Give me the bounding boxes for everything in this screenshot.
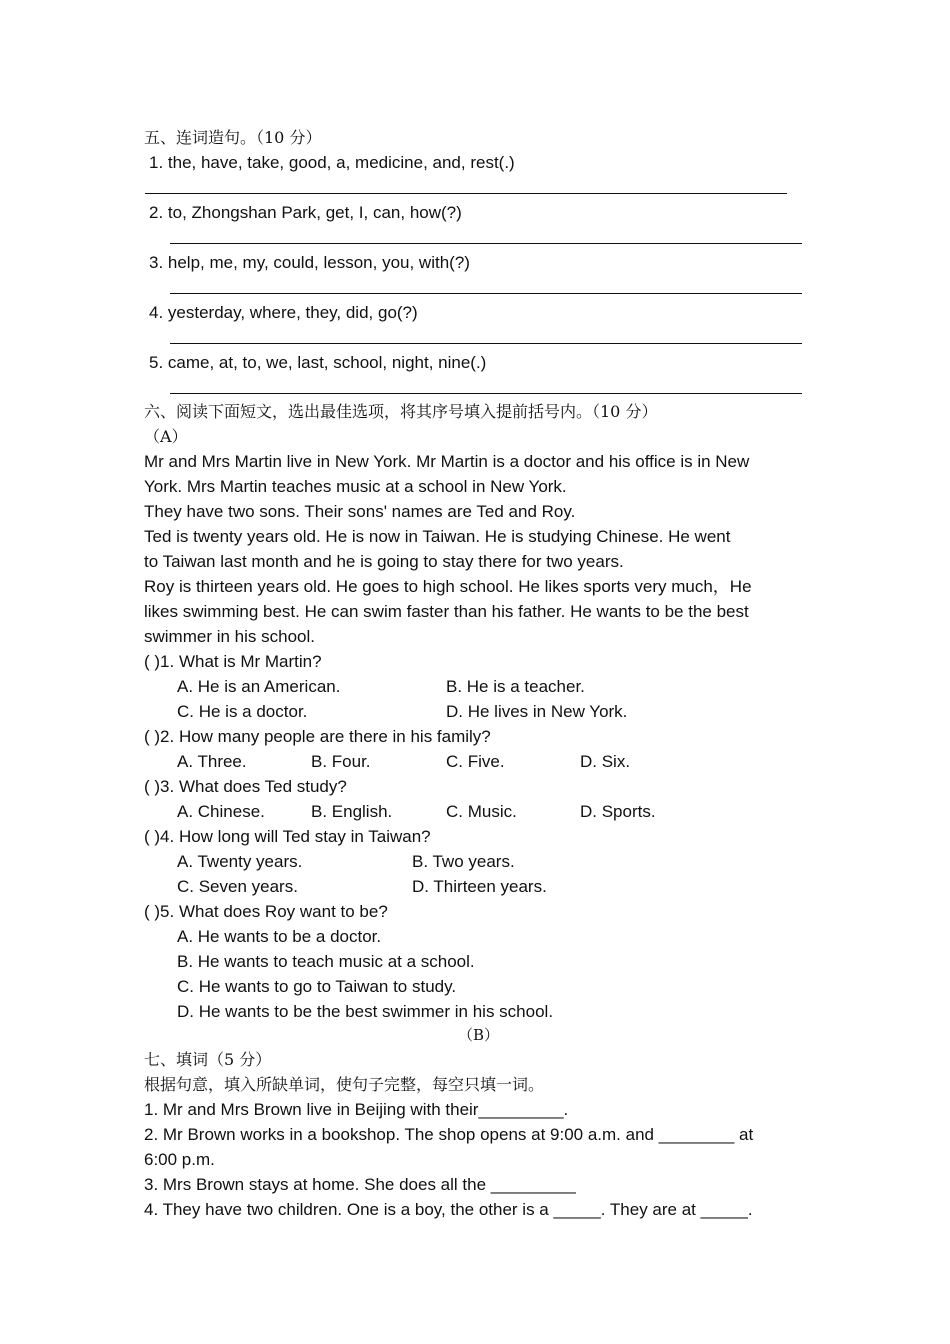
option-c[interactable]: C. Music. — [446, 802, 517, 821]
option-d[interactable]: D. He wants to be the best swimmer in his school. — [177, 1002, 554, 1021]
answer-line-4[interactable] — [170, 343, 802, 344]
option-b[interactable]: B. He is a teacher. — [446, 677, 585, 696]
option-a[interactable]: A. Three. — [177, 752, 247, 771]
passage-line: likes swimming best. He can swim faster than his father. He wants to be the best — [144, 602, 749, 621]
passage-line: to Taiwan last month and he is going to stay there for two years. — [144, 552, 624, 571]
option-a[interactable]: A. Chinese. — [177, 802, 265, 821]
option-c[interactable]: C. He is a doctor. — [177, 702, 308, 721]
fill-item-3: 3. Mrs Brown stays at home. She does all the _________ — [144, 1175, 576, 1194]
answer-line-2[interactable] — [170, 243, 802, 244]
question-2-words: 2. to, Zhongshan Park, get, I, can, how(?) — [149, 203, 462, 222]
fill-item-1: 1. Mr and Mrs Brown live in Beijing with their_________. — [144, 1100, 569, 1119]
question-5-stem: ( )5. What does Roy want to be? — [144, 902, 388, 921]
section7-instruction: 根据句意，填入所缺单词，使句子完整，每空只填一词。 — [144, 1075, 545, 1094]
section5-title: 五、连词造句。（10 分） — [144, 128, 322, 147]
option-b[interactable]: B. He wants to teach music at a school. — [177, 952, 475, 971]
option-d[interactable]: D. Sports. — [580, 802, 656, 821]
option-a[interactable]: A. He wants to be a doctor. — [177, 927, 382, 946]
fill-item-2-continued: 6:00 p.m. — [144, 1150, 215, 1169]
answer-line-3[interactable] — [170, 293, 802, 294]
option-a[interactable]: A. Twenty years. — [177, 852, 303, 871]
question-1-words: 1. the, have, take, good, a, medicine, and, rest(.) — [149, 153, 515, 172]
option-c[interactable]: C. He wants to go to Taiwan to study. — [177, 977, 457, 996]
option-c[interactable]: C. Seven years. — [177, 877, 298, 896]
option-d[interactable]: D. Six. — [580, 752, 631, 771]
passage-line: swimmer in his school. — [144, 627, 315, 646]
option-b[interactable]: B. Four. — [311, 752, 371, 771]
fill-item-4: 4. They have two children. One is a boy, the other is a _____. They are at _____. — [144, 1200, 753, 1219]
passage-line: York. Mrs Martin teaches music at a school in New York. — [144, 477, 567, 496]
question-4-words: 4. yesterday, where, they, did, go(?) — [149, 303, 418, 322]
question-3-stem: ( )3. What does Ted study? — [144, 777, 347, 796]
option-d[interactable]: D. He lives in New York. — [446, 702, 628, 721]
question-5-words: 5. came, at, to, we, last, school, night, nine(.) — [149, 353, 487, 372]
part-a-label: （A） — [144, 427, 188, 446]
answer-line-1[interactable] — [145, 193, 787, 194]
question-4-stem: ( )4. How long will Ted stay in Taiwan? — [144, 827, 431, 846]
passage-line: Ted is twenty years old. He is now in Taiwan. He is studying Chinese. He went — [144, 527, 731, 546]
passage-line: They have two sons. Their sons' names are Ted and Roy. — [144, 502, 576, 521]
question-2-stem: ( )2. How many people are there in his family? — [144, 727, 491, 746]
question-3-words: 3. help, me, my, could, lesson, you, with(?) — [149, 253, 470, 272]
option-a[interactable]: A. He is an American. — [177, 677, 341, 696]
passage-line: Mr and Mrs Martin live in New York. Mr Martin is a doctor and his office is in New — [144, 452, 750, 471]
fill-item-2: 2. Mr Brown works in a bookshop. The shop opens at 9:00 a.m. and ________ at — [144, 1125, 754, 1144]
section7-title: 七、填词（5 分） — [144, 1050, 272, 1069]
part-b-label: （B） — [458, 1026, 500, 1044]
question-1-stem: ( )1. What is Mr Martin? — [144, 652, 322, 671]
option-d[interactable]: D. Thirteen years. — [412, 877, 547, 896]
option-b[interactable]: B. Two years. — [412, 852, 515, 871]
section6-title: 六、阅读下面短文，选出最佳选项，将其序号填入提前括号内。（10 分） — [144, 402, 658, 421]
option-c[interactable]: C. Five. — [446, 752, 505, 771]
answer-line-5[interactable] — [170, 393, 802, 394]
option-b[interactable]: B. English. — [311, 802, 393, 821]
passage-line: Roy is thirteen years old. He goes to high school. He likes sports very much，He — [144, 577, 752, 596]
